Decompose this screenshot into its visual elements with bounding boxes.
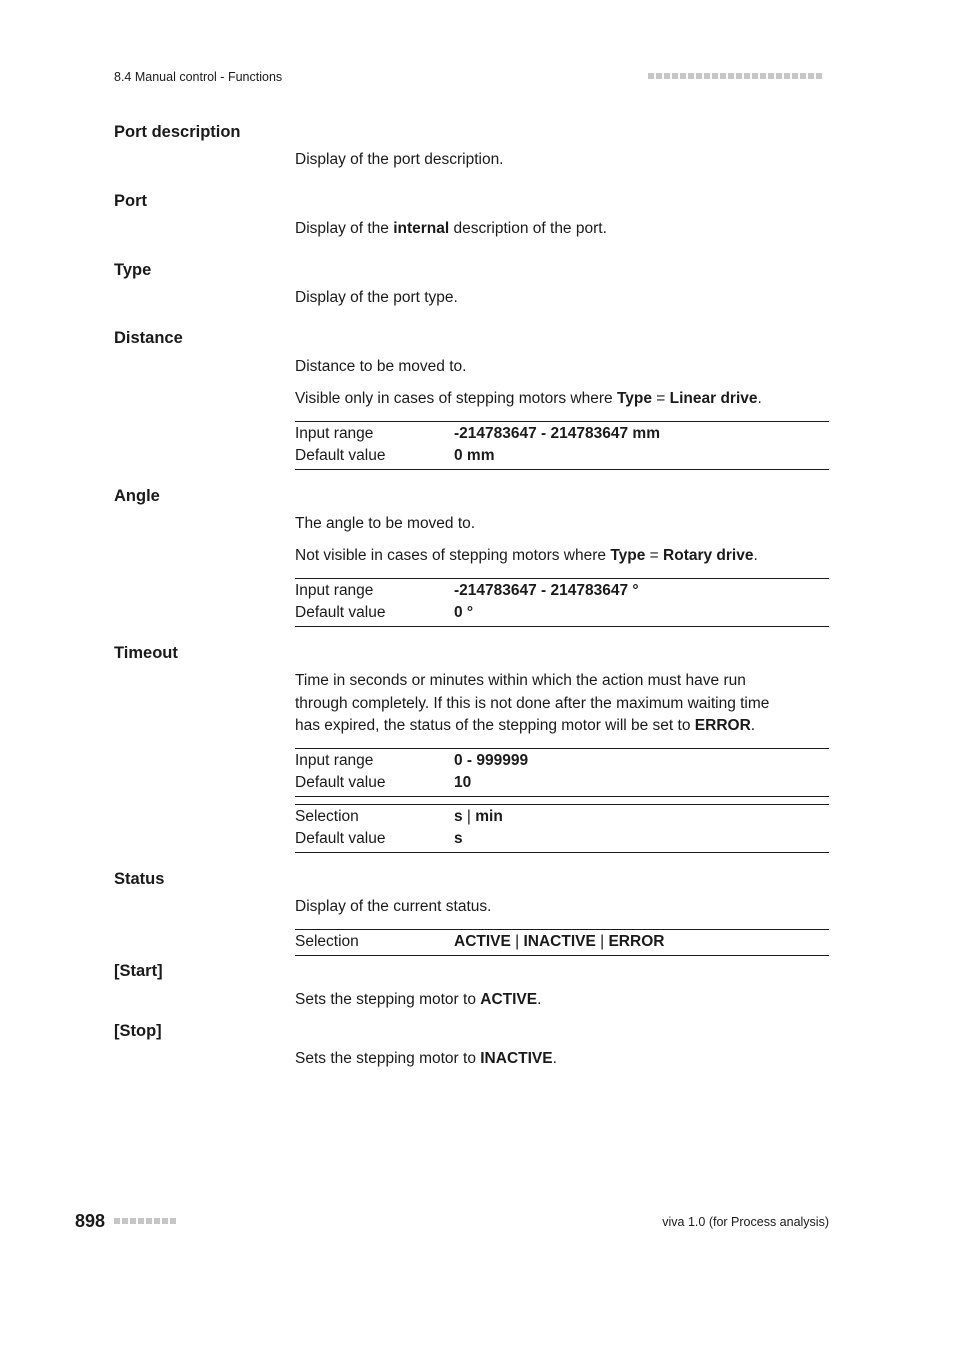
angle-table [295, 578, 829, 627]
heading-type: Type [114, 261, 152, 279]
start-text: Sets the stepping motor to ACTIVE. [295, 991, 542, 1008]
port-description-text: Display of the port description. [295, 151, 504, 168]
status-text: Display of the current status. [295, 898, 492, 915]
running-header-title: 8.4 Manual control - Functions [114, 70, 283, 84]
table-row: Input range -214783647 - 214783647 ° [295, 582, 639, 599]
heading-stop: [Stop] [114, 1022, 162, 1040]
stop-text: Sets the stepping motor to INACTIVE. [295, 1050, 557, 1067]
page-number: 898 [75, 1211, 106, 1231]
footer-product-name: viva 1.0 (for Process analysis) [662, 1215, 829, 1229]
table-row: Default value 0 ° [295, 604, 474, 621]
distance-table [295, 421, 829, 470]
heading-angle: Angle [114, 487, 160, 505]
port-text: Display of the internal description of the port. [295, 220, 607, 237]
heading-start: [Start] [114, 962, 163, 980]
header-dot-bar [648, 73, 822, 79]
table-row: Default value 0 mm [295, 447, 495, 464]
status-table [295, 929, 829, 956]
footer-dot-bar [114, 1218, 176, 1224]
table-row: Input range 0 - 999999 [295, 752, 529, 769]
heading-distance: Distance [114, 329, 183, 347]
heading-status: Status [114, 870, 165, 888]
distance-note: Visible only in cases of stepping motors where Type = Linear drive. [295, 390, 762, 407]
heading-timeout: Timeout [114, 644, 178, 662]
heading-port-description: Port description [114, 123, 241, 141]
angle-note: Not visible in cases of stepping motors where Type = Rotary drive. [295, 547, 758, 564]
heading-port: Port [114, 192, 147, 210]
type-text: Display of the port type. [295, 289, 458, 306]
timeout-range-table [295, 748, 829, 797]
distance-text: Distance to be moved to. [295, 358, 467, 375]
angle-text: The angle to be moved to. [295, 515, 476, 532]
timeout-text: Time in seconds or minutes within which the action must have run through completely. If this is not done after the maximum waiting time has expired, the status of the stepping motor will be set to ERROR. [295, 672, 770, 734]
table-row: Default value 10 [295, 774, 472, 791]
timeout-unit-table [295, 804, 829, 853]
table-row: Selection s | min [295, 808, 503, 825]
table-row: Selection ACTIVE | INACTIVE | ERROR [295, 933, 665, 950]
table-row: Input range -214783647 - 214783647 mm [295, 425, 660, 442]
table-row: Default value s [295, 830, 463, 847]
